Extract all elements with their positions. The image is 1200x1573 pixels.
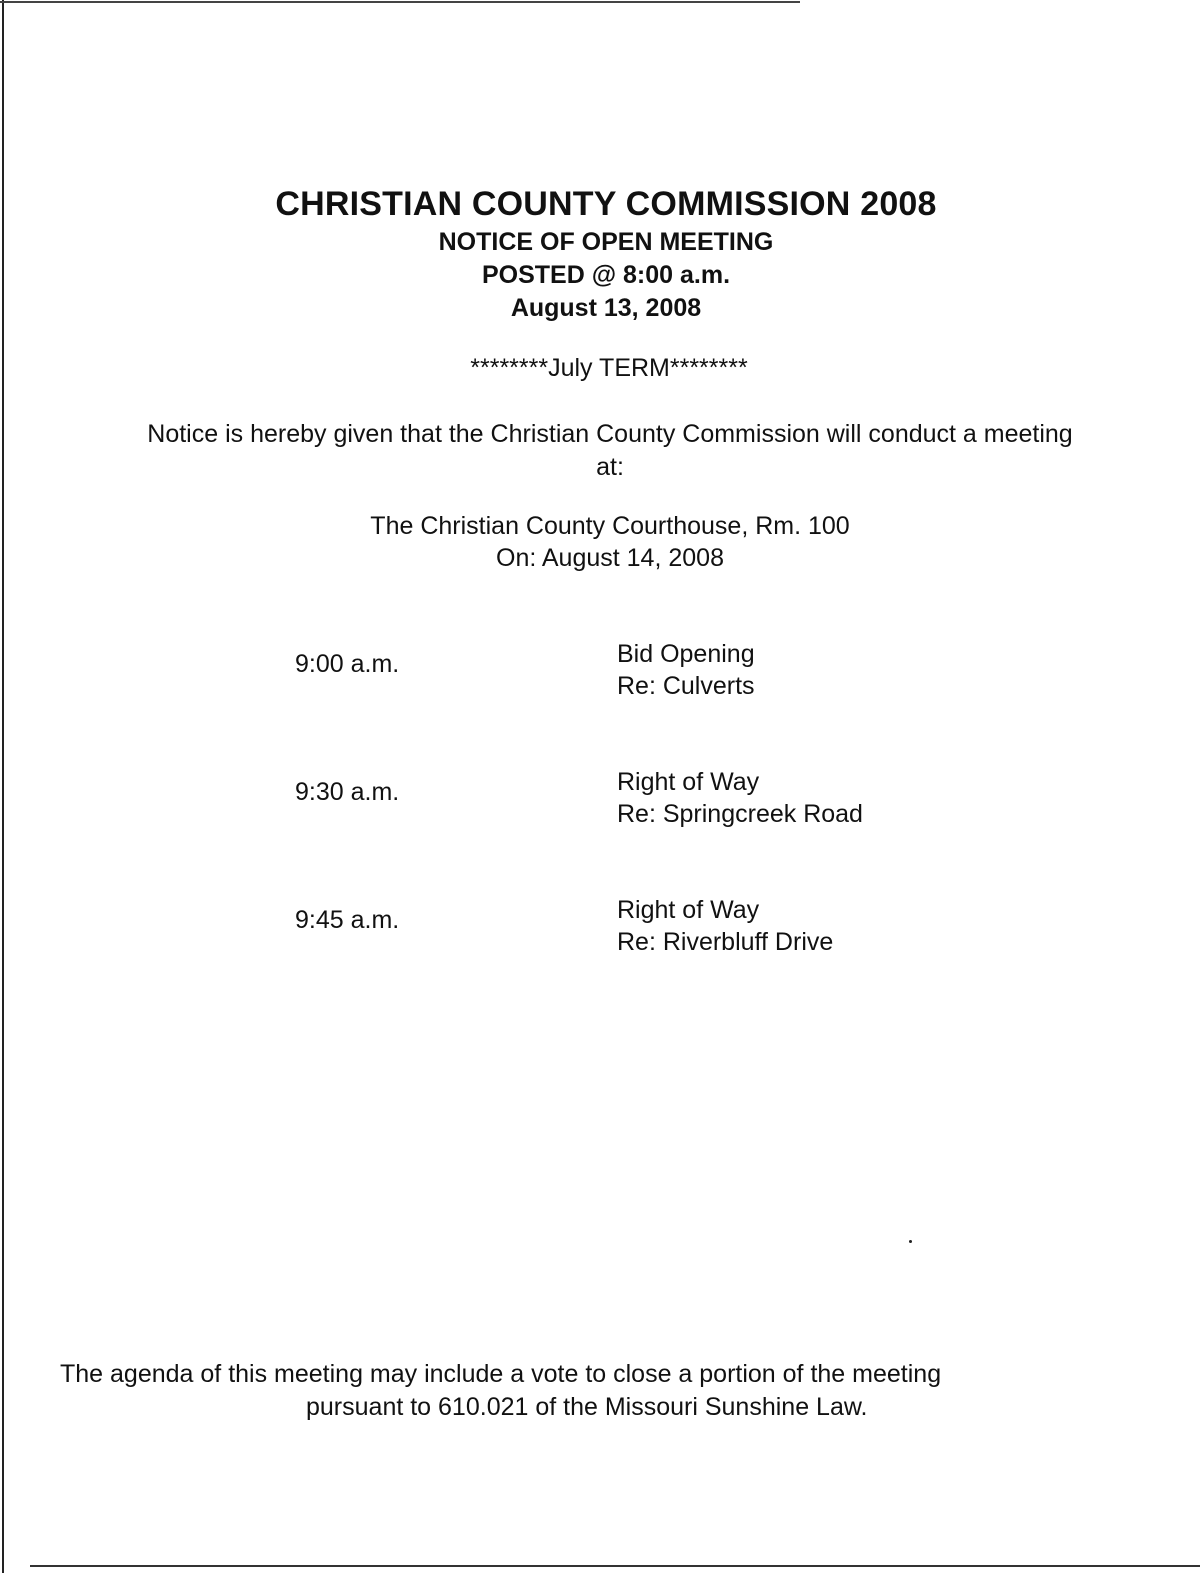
posted-date: August 13, 2008 xyxy=(510,294,702,322)
agenda-description xyxy=(617,638,755,702)
agenda-item xyxy=(0,894,1200,964)
footer-line-2: pursuant to 610.021 of the Missouri Sunshine Law. xyxy=(306,1393,868,1421)
posted-time: POSTED @ 8:00 a.m. xyxy=(481,261,731,289)
agenda-item-title: Bid Opening xyxy=(617,640,755,668)
notice-paragraph: Notice is hereby given that the Christian County Commission will conduct a meeting at: xyxy=(147,420,1073,481)
scan-edge-bottom xyxy=(30,1565,1200,1567)
agenda-time: 9:30 a.m. xyxy=(295,778,400,806)
agenda-item-re: Re: Springcreek Road xyxy=(617,800,863,828)
footer-disclaimer xyxy=(60,1358,1060,1424)
meeting-date: On: August 14, 2008 xyxy=(496,544,724,572)
agenda-item-re: Re: Culverts xyxy=(617,672,755,700)
agenda-time: 9:45 a.m. xyxy=(295,906,400,934)
agenda-description xyxy=(617,894,833,958)
agenda-time: 9:00 a.m. xyxy=(295,650,400,678)
agenda-item-title: Right of Way xyxy=(617,768,760,796)
meeting-location xyxy=(0,510,1200,574)
scan-edge-top xyxy=(0,1,800,3)
term-label: ********July TERM******** xyxy=(470,354,748,382)
agenda-list xyxy=(0,638,1200,978)
agenda-item xyxy=(0,766,1200,836)
scan-speck xyxy=(909,1240,912,1243)
agenda-description xyxy=(617,766,863,830)
document-header xyxy=(0,182,1200,325)
notice-type: NOTICE OF OPEN MEETING xyxy=(438,228,774,256)
agenda-item-re: Re: Riverbluff Drive xyxy=(617,928,834,956)
agenda-item xyxy=(0,638,1200,708)
footer-line-1: The agenda of this meeting may include a vote to close a portion of the meeting xyxy=(60,1360,942,1388)
document-title: CHRISTIAN COUNTY COMMISSION 2008 xyxy=(275,185,937,223)
meeting-place: The Christian County Courthouse, Rm. 100 xyxy=(370,512,850,540)
agenda-item-title: Right of Way xyxy=(617,896,760,924)
